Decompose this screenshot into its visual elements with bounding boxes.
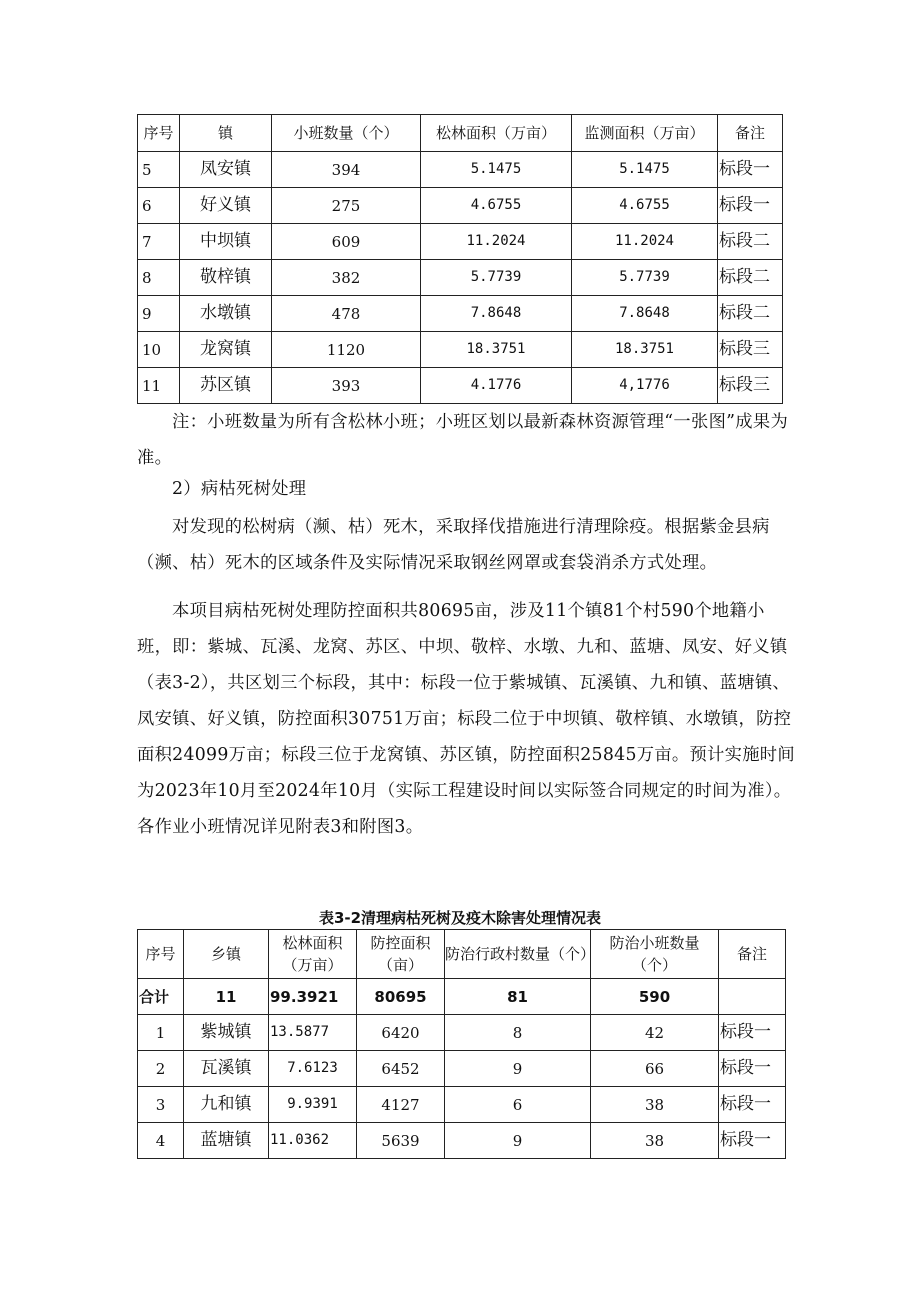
total-remark [719,979,786,1015]
monitor-area: 11.2024 [572,224,718,260]
header-cell: 序号 [138,930,184,979]
row-index: 7 [138,224,180,260]
header-cell: 松林面积（万亩） [269,930,357,979]
header-cell: 松林面积（万亩） [421,115,572,152]
row-index: 6 [138,188,180,224]
table-row [138,224,783,260]
section-remark: 标段二 [718,296,783,332]
row-index: 3 [138,1087,184,1123]
subcompartment-count: 38 [591,1123,719,1159]
total-pine-area: 99.3921 [269,979,357,1015]
control-area: 6420 [357,1015,445,1051]
monitor-area: 18.3751 [572,332,718,368]
header-cell: 监测面积（万亩） [572,115,718,152]
table-header-row [138,115,783,152]
section-remark: 标段二 [718,260,783,296]
total-row [138,979,786,1015]
table-row [138,1123,786,1159]
town-name: 敬梓镇 [180,260,272,296]
town-name: 蓝塘镇 [184,1123,269,1159]
subcompartment-count: 393 [272,368,421,404]
row-index: 5 [138,152,180,188]
pine-area: 4.6755 [421,188,572,224]
control-area: 6452 [357,1051,445,1087]
pine-area: 11.0362 [269,1123,357,1159]
total-village-count: 81 [445,979,591,1015]
table-header-row [138,930,786,979]
table-note: 注：小班数量为所有含松林小班；小班区划以最新森林资源管理“一张图”成果为准。 [137,412,789,468]
town-name: 好义镇 [180,188,272,224]
section-remark: 标段一 [718,188,783,224]
pine-area: 4.1776 [421,368,572,404]
table-row [138,368,783,404]
dead-tree-treatment-table [137,929,786,1159]
section-remark: 标段一 [718,152,783,188]
pine-area: 7.8648 [421,296,572,332]
town-name: 苏区镇 [180,368,272,404]
town-name: 水墩镇 [180,296,272,332]
pine-area: 7.6123 [269,1051,357,1087]
paragraph-treatment: 对发现的松树病（濒、枯）死木，采取择伐措施进行清理除疫。根据紫金县病（濒、枯）死木的区域条件及实际情况采取钢丝网罩或套袋消杀方式处理。 [137,517,770,573]
town-name: 紫城镇 [184,1015,269,1051]
town-name: 凤安镇 [180,152,272,188]
monitor-area: 4,1776 [572,368,718,404]
paragraph-project-scope: 本项目病枯死树处理防控面积共80695亩，涉及11个镇81个村590个地籍小班，即：紫城、瓦溪、龙窝、苏区、中坝、敬梓、水墩、九和、蓝塘、凤安、好义镇（表3-2），共区划三个标段，其中：标段一位于紫城镇、瓦溪镇、九和镇、蓝塘镇、凤安镇、好义镇，防控面积30751万亩；标段二位于中坝镇、敬梓镇、水墩镇，防控面积24099万亩；标段三位于龙窝镇、苏区镇，防控面积25845万亩。预计实施时间为2023年10月至2024年10月（实际工程建设时间以实际签合同规定的时间为准）。各作业小班情况详见附表3和附图3。 [137,601,795,837]
pine-area: 5.7739 [421,260,572,296]
control-area: 5639 [357,1123,445,1159]
total-label: 合计 [138,979,184,1015]
pine-area: 18.3751 [421,332,572,368]
section-remark: 标段一 [719,1087,786,1123]
section-remark: 标段三 [718,368,783,404]
village-count: 6 [445,1087,591,1123]
header-cell: 小班数量（个） [272,115,421,152]
subcompartment-count: 66 [591,1051,719,1087]
subcompartment-count: 38 [591,1087,719,1123]
table-row [138,1087,786,1123]
monitor-area: 5.1475 [572,152,718,188]
pine-area: 11.2024 [421,224,572,260]
total-subcompartment-count: 590 [591,979,719,1015]
subcompartment-count: 609 [272,224,421,260]
section-remark: 标段一 [719,1051,786,1087]
village-count: 9 [445,1123,591,1159]
row-index: 9 [138,296,180,332]
row-index: 2 [138,1051,184,1087]
town-name: 瓦溪镇 [184,1051,269,1087]
header-cell: 镇 [180,115,272,152]
table-caption: 表3-2清理病枯死树及疫木除害处理情况表 [318,909,602,927]
section-remark: 标段二 [718,224,783,260]
row-index: 4 [138,1123,184,1159]
subcompartment-count: 1120 [272,332,421,368]
pine-area: 13.5877 [269,1015,357,1051]
subcompartment-count: 394 [272,152,421,188]
row-index: 1 [138,1015,184,1051]
subcompartment-count: 478 [272,296,421,332]
table-row [138,296,783,332]
town-monitoring-table [137,114,783,404]
table-row [138,332,783,368]
monitor-area: 5.7739 [572,260,718,296]
village-count: 9 [445,1051,591,1087]
header-cell: 防控面积（亩） [357,930,445,979]
monitor-area: 4.6755 [572,188,718,224]
row-index: 8 [138,260,180,296]
header-cell: 备注 [718,115,783,152]
village-count: 8 [445,1015,591,1051]
table-row [138,152,783,188]
subcompartment-count: 382 [272,260,421,296]
table-row [138,188,783,224]
pine-area: 9.9391 [269,1087,357,1123]
total-control-area: 80695 [357,979,445,1015]
table-row [138,1015,786,1051]
monitor-area: 7.8648 [572,296,718,332]
table-row [138,260,783,296]
pine-area: 5.1475 [421,152,572,188]
header-cell: 防治小班数量（个） [591,930,719,979]
header-cell: 防治行政村数量（个） [445,930,591,979]
subcompartment-count: 42 [591,1015,719,1051]
row-index: 11 [138,368,180,404]
section-remark: 标段三 [718,332,783,368]
header-cell: 乡镇 [184,930,269,979]
section-remark: 标段一 [719,1123,786,1159]
town-name: 中坝镇 [180,224,272,260]
total-town-count: 11 [184,979,269,1015]
town-name: 龙窝镇 [180,332,272,368]
control-area: 4127 [357,1087,445,1123]
section-heading: 2）病枯死树处理 [172,479,307,499]
town-name: 九和镇 [184,1087,269,1123]
table-row [138,1051,786,1087]
section-remark: 标段一 [719,1015,786,1051]
subcompartment-count: 275 [272,188,421,224]
header-cell: 序号 [138,115,180,152]
header-cell: 备注 [719,930,786,979]
row-index: 10 [138,332,180,368]
